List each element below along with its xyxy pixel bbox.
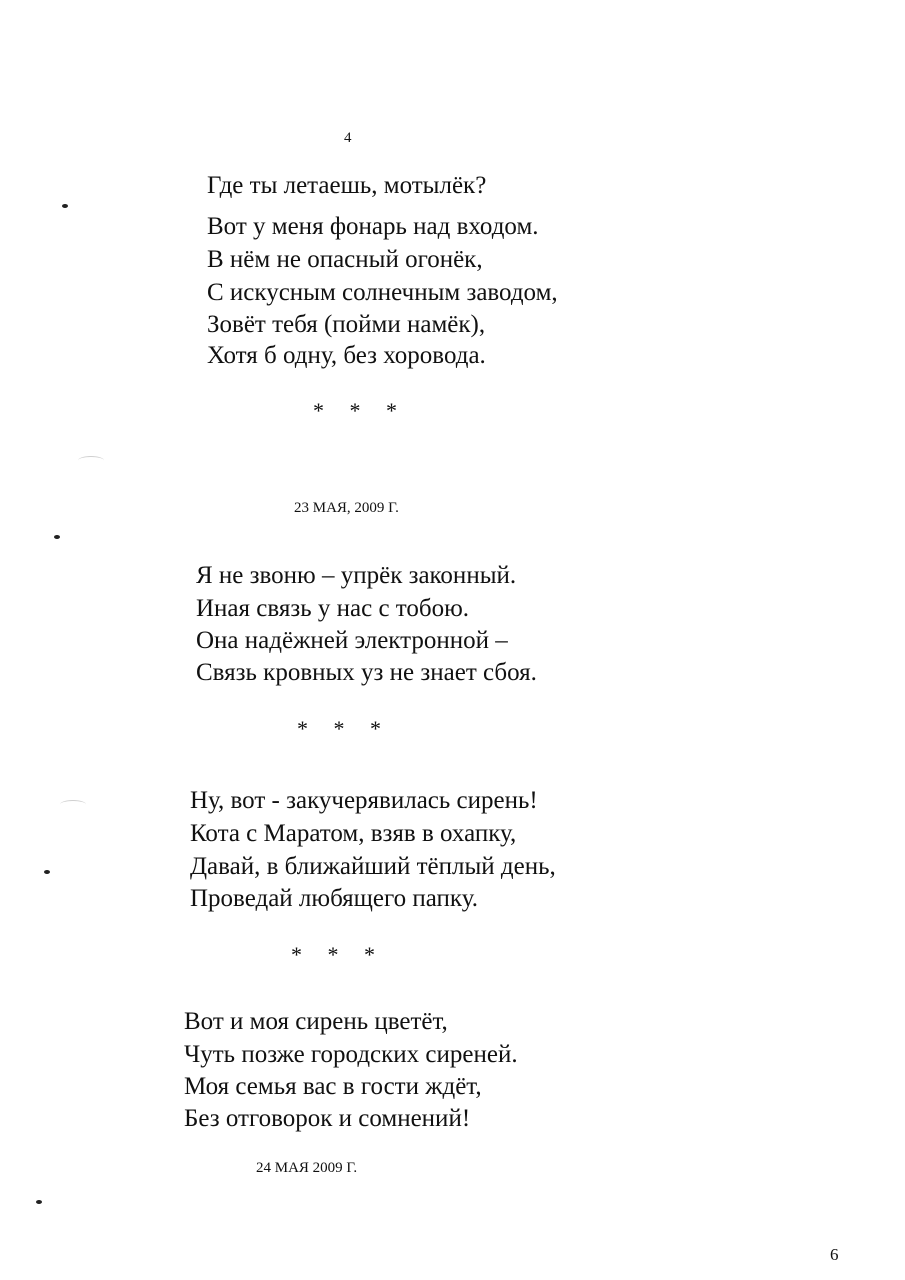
poem-line: Вот у меня фонарь над входом. <box>207 213 539 240</box>
scan-smudge <box>78 456 104 465</box>
poem-line: Связь кровных уз не знает сбоя. <box>196 659 537 686</box>
stanza-separator: * * * <box>291 942 385 967</box>
poem-line: Чуть позже городских сиреней. <box>184 1041 518 1068</box>
poem-line: Она надёжней электронной – <box>196 627 508 654</box>
scan-speck <box>44 870 50 874</box>
poem-date: 23 МАЯ, 2009 Г. <box>294 500 399 516</box>
poem-line: Зовёт тебя (пойми намёк), <box>207 311 486 338</box>
poem-line: Кота с Маратом, взяв в охапку, <box>190 820 517 847</box>
scan-speck <box>54 535 60 539</box>
page-number: 6 <box>830 1245 839 1264</box>
poem-line: Вот и моя сирень цветёт, <box>184 1008 448 1035</box>
poem-line: В нём не опасный огонёк, <box>207 246 483 273</box>
poem-line: Хотя б одну, без хоровода. <box>207 342 486 369</box>
stanza-separator: * * * <box>313 398 407 423</box>
scan-speck <box>62 204 68 208</box>
poem-line: Ну, вот - закучерявилась сирень! <box>190 787 538 814</box>
poem-date: 24 МАЯ 2009 Г. <box>256 1160 358 1176</box>
section-number: 4 <box>344 130 352 146</box>
poem-line: Проведай любящего папку. <box>190 885 478 912</box>
poem-line: Я не звоню – упрёк законный. <box>196 562 517 589</box>
poem-line: Моя семья вас в гости ждёт, <box>184 1073 482 1100</box>
stanza-separator: * * * <box>297 716 391 741</box>
poem-line: С искусным солнечным заводом, <box>207 279 558 306</box>
poem-line: Где ты летаешь, мотылёк? <box>207 172 487 199</box>
poem-line: Давай, в ближайший тёплый день, <box>190 853 556 880</box>
scan-smudge <box>60 800 86 809</box>
poem-line: Без отговорок и сомнений! <box>184 1105 471 1132</box>
poem-line: Иная связь у нас с тобою. <box>196 595 470 622</box>
scan-speck <box>36 1200 42 1204</box>
